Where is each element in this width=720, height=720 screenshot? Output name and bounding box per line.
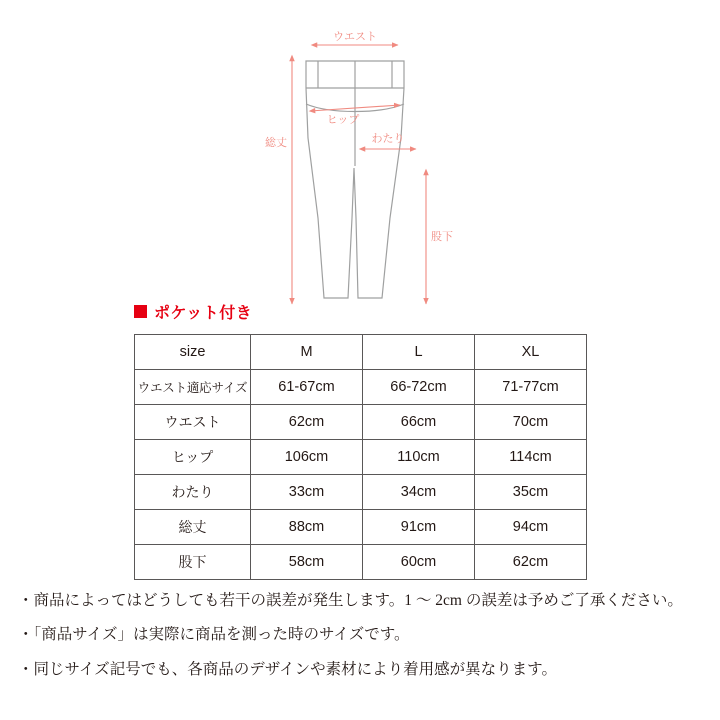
cell: 91cm	[363, 510, 475, 545]
cell: 70cm	[475, 405, 587, 440]
total-length-label: 総丈	[265, 137, 287, 149]
table-row	[135, 545, 587, 580]
cell: 33cm	[251, 475, 363, 510]
red-square-icon	[134, 305, 147, 318]
cell: 35cm	[475, 475, 587, 510]
row-header-waist: ウエスト	[135, 405, 251, 440]
note-line: ・商品によってはどうしても若干の誤差が発生します。1 〜 2cm の誤差は予めご了承ください。	[18, 592, 683, 609]
notes-block	[18, 590, 708, 693]
section-heading	[134, 300, 252, 323]
pants-outline	[306, 61, 404, 298]
section-title: ポケット付き	[154, 305, 253, 322]
cell: 114cm	[475, 440, 587, 475]
thigh-label: わたり	[371, 133, 405, 145]
cell: 34cm	[363, 475, 475, 510]
note-line: ・同じサイズ記号でも、各商品のデザインや素材により着用感が異なります。	[18, 660, 557, 678]
cell: 62cm	[475, 545, 587, 580]
col-header-xl: XL	[475, 335, 587, 370]
cell: 66cm	[363, 405, 475, 440]
inseam-label: 股下	[431, 231, 453, 243]
row-header-thigh: わたり	[135, 475, 251, 510]
size-table-wrap	[134, 334, 586, 580]
row-header-inseam: 股下	[135, 545, 251, 580]
hip-label: ヒップ	[326, 114, 360, 126]
cell: 110cm	[363, 440, 475, 475]
row-header-hip: ヒップ	[135, 440, 251, 475]
cell: 58cm	[251, 545, 363, 580]
table-header-row	[135, 335, 587, 370]
table-row	[135, 440, 587, 475]
note-line: ・「商品サイズ」は実際に商品を測った時のサイズです。	[18, 626, 410, 644]
cell: 88cm	[251, 510, 363, 545]
pants-measurement-diagram	[230, 18, 510, 308]
row-header-waist-range: ウエスト適応サイズ	[135, 370, 251, 405]
col-header-l: L	[363, 335, 475, 370]
cell: 106cm	[251, 440, 363, 475]
table-row	[135, 370, 587, 405]
cell: 94cm	[475, 510, 587, 545]
cell: 71-77cm	[475, 370, 587, 405]
table-row	[135, 405, 587, 440]
cell: 61-67cm	[251, 370, 363, 405]
cell: 62cm	[251, 405, 363, 440]
row-header-total-length: 総丈	[135, 510, 251, 545]
size-table	[134, 334, 587, 580]
cell: 60cm	[363, 545, 475, 580]
table-row	[135, 510, 587, 545]
table-row	[135, 475, 587, 510]
col-header-size: size	[135, 335, 251, 370]
col-header-m: M	[251, 335, 363, 370]
waist-label: ウエスト	[333, 31, 377, 43]
cell: 66-72cm	[363, 370, 475, 405]
